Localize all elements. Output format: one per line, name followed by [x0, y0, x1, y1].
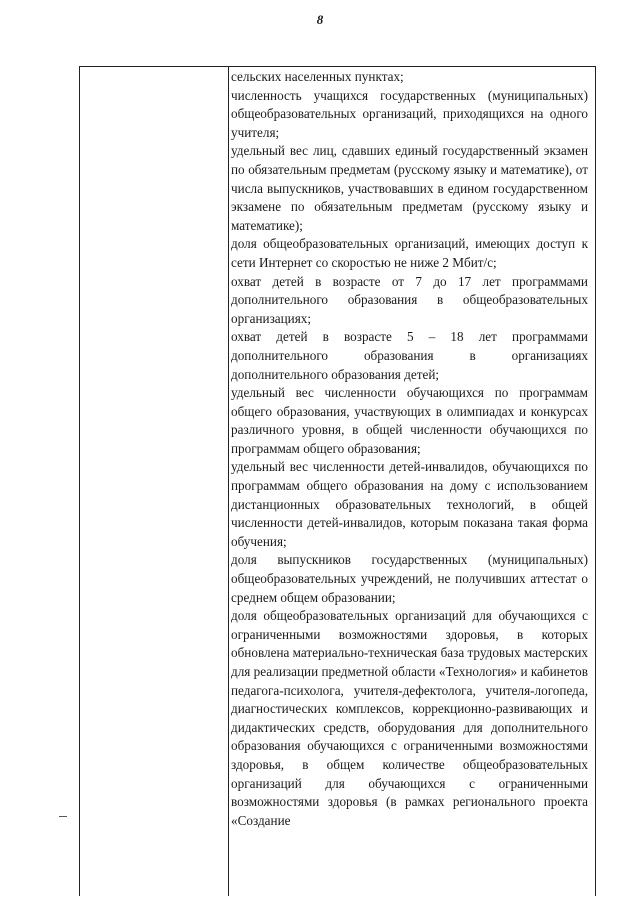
- indicator-paragraph: удельный вес численности обучающихся по программам общего образования, участвующих в олимпиадах и конкурсах различного уровня, в общей численности обучающихся по программам общего образования;: [231, 385, 588, 456]
- indicator-paragraph: доля общеобразовательных организаций для обучающихся с ограниченными возможностями здоровья, в которых обновлена материально-техническая база трудовых мастерских для реализации предметной области «Технология» и кабинетов педагога-психолога, учителя-дефектолога, учителя-логопеда, диагностических комплексов, коррекционно-развивающих и дидактических средств, оборудования для дополнительного образования обучающихся с ограниченными возможностями здоровья, в общем количестве общеобразовательных организаций для обучающихся с ограниченными возможностями здоровья (в рамках регионального проекта «Создание: [231, 608, 588, 828]
- indicator-paragraph: охват детей в возрасте от 7 до 17 лет программами дополнительного образования в общеобразовательных организациях;: [231, 273, 588, 326]
- indicator-paragraph: доля выпускников государственных (муниципальных) общеобразовательных учреждений, не получивших аттестат о среднем общем образовании;: [231, 552, 588, 605]
- indicator-paragraph: доля общеобразовательных организаций, имеющих доступ к сети Интернет со скоростью не ниже 2 Мбит/с;: [231, 236, 588, 270]
- indicators-table: [79, 66, 596, 896]
- column-divider: [228, 67, 229, 896]
- indicators-column: [231, 68, 588, 830]
- margin-dash-mark: [59, 816, 67, 817]
- indicator-paragraph: удельный вес численности детей-инвалидов, обучающихся по программам общего образования на дому с использованием дистанционных образовательных технологий, в общей численности детей-инвалидов, которым показана такая форма обучения;: [231, 459, 588, 549]
- indicator-paragraph: сельских населенных пунктах;: [231, 69, 404, 84]
- indicator-paragraph: удельный вес лиц, сдавших единый государственный экзамен по обязательным предметам (русскому языку и математике), от числа выпускников, участвовавших в едином государственном экзамене по обязательным предметам (русскому языку и математике);: [231, 143, 588, 233]
- indicator-paragraph: охват детей в возрасте 5 – 18 лет программами дополнительного образования в организациях дополнительного образования детей;: [231, 329, 588, 382]
- page-number: 8: [316, 12, 324, 27]
- indicator-paragraph: численность учащихся государственных (муниципальных) общеобразовательных организаций, приходящихся на одного учителя;: [231, 87, 588, 140]
